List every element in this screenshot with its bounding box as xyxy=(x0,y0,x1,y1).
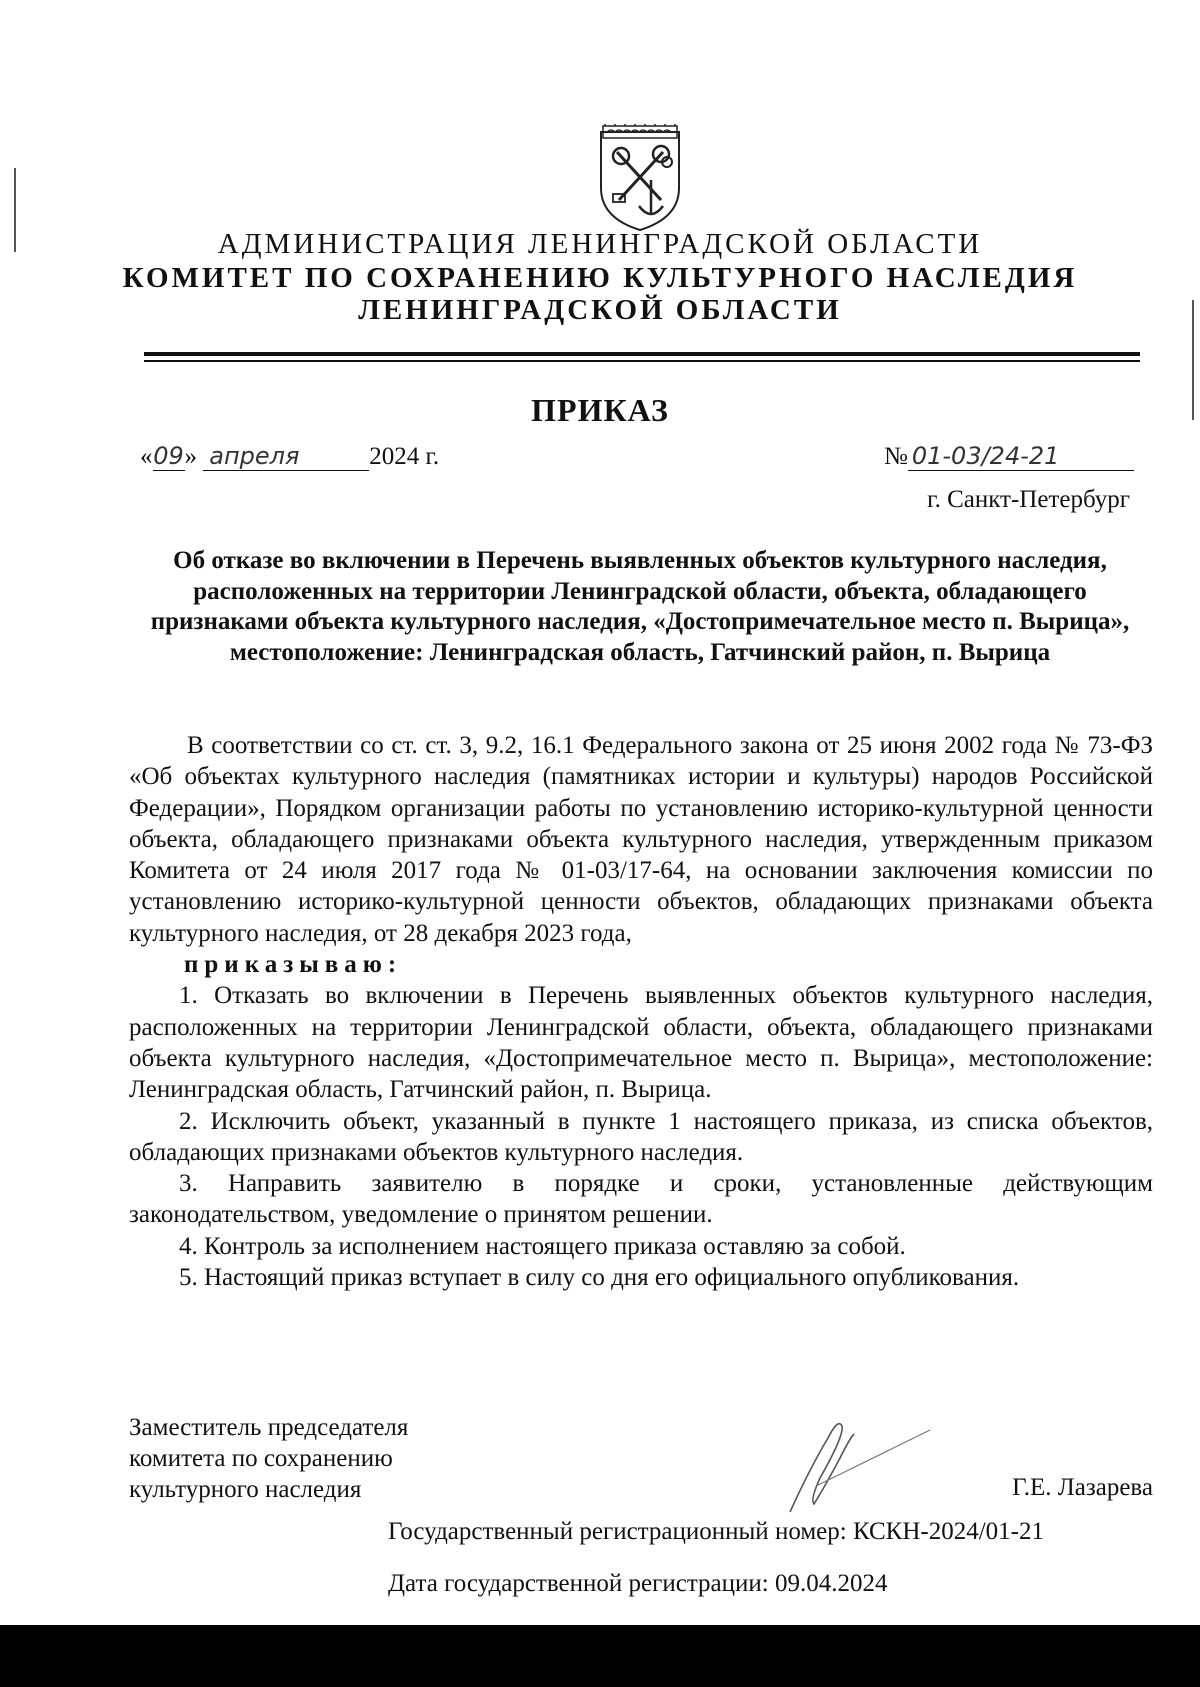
administration-name: АДМИНИСТРАЦИЯ ЛЕНИНГРАДСКОЙ ОБЛАСТИ xyxy=(217,228,983,260)
signer-position-line: Заместитель председателя xyxy=(129,1414,409,1441)
coat-of-arms-icon xyxy=(595,122,685,234)
document-city: г. Санкт-Петербург xyxy=(927,486,1130,513)
signer-position-line: культурного наследия xyxy=(129,1476,362,1503)
order-item-4: 4. Контроль за исполнением настоящего приказа оставляю за собой. xyxy=(179,1232,906,1260)
date-close-quote: » xyxy=(184,443,197,470)
registration-number: Государственный регистрационный номер: КСКН-2024/01-21 xyxy=(388,1518,1045,1545)
document-date xyxy=(140,442,439,471)
header-divider-thin xyxy=(144,360,1140,362)
scan-edge-mark xyxy=(1192,300,1194,420)
order-item-1: 1. Отказать во включении в Перечень выявленных объектов культурного наследия, расположенных на территории Ленинградской области, объекта, обладающего признаками объекта культурного наследия, «Достопримечательное место п. Вырица», местоположение: Ленинградская область, Гатчинский район, п. Вырица. xyxy=(129,982,1153,1104)
document-subject: Об отказе во включении в Перечень выявленных объектов культурного наследия, расположенных на территории Ленинградской области, объекта, обладающего признаками объекта культурного наследия, «Достопримечательное место п. Вырица», местоположение: Ленинградская область, Гатчинский район, п. Вырица xyxy=(150,547,1130,666)
header-divider-thick xyxy=(144,352,1140,356)
number-handwritten: 01-03/24-21 xyxy=(908,442,1134,471)
preamble-paragraph: В соответствии со ст. ст. 3, 9.2, 16.1 Федерального закона от 25 июня 2002 года № 73-ФЗ «Об объектах культурного наследия (памятниках истории и культуры) народов Российской Федерации», Порядком организации работы по установлению историко-культурной ценности объекта, обладающего признаками объекта культурного наследия, утвержденным приказом Комитета от 24 июля 2017 года № 01-03/17-64, на основании заключения комиссии по установлению историко-культурной ценности объектов, обладающих признаками объекта культурного наследия, от 28 декабря 2023 года, xyxy=(129,732,1153,947)
order-item-2: 2. Исключить объект, указанный в пункте 1 настоящего приказа, из списка объектов, обладающих признаками объектов культурного наследия. xyxy=(129,1107,1153,1166)
scan-edge-mark xyxy=(14,168,16,252)
document-body xyxy=(129,730,1153,1293)
date-open-quote: « xyxy=(140,443,153,470)
signer-position xyxy=(129,1412,408,1505)
signer-name: Г.Е. Лазарева xyxy=(1012,1474,1153,1501)
number-sign: № xyxy=(884,443,908,470)
date-month-handwritten: апреля xyxy=(203,442,369,471)
document-number xyxy=(884,442,1134,471)
order-item-3: 3. Направить заявителю в порядке и сроки, установленные действующим законодательством, уведомление о принятом решении. xyxy=(129,1170,1153,1229)
document-title: ПРИКАЗ xyxy=(531,392,669,428)
region-name: ЛЕНИНГРАДСКОЙ ОБЛАСТИ xyxy=(358,294,842,326)
signer-position-line: комитета по сохранению xyxy=(129,1445,393,1472)
order-item-5: 5. Настоящий приказ вступает в силу со дня его официального опубликования. xyxy=(179,1264,1020,1292)
committee-name: КОМИТЕТ ПО СОХРАНЕНИЮ КУЛЬТУРНОГО НАСЛЕДИЯ xyxy=(122,262,1078,294)
date-day-handwritten: 09 xyxy=(153,442,184,470)
date-year: 2024 г. xyxy=(369,443,440,470)
registration-date: Дата государственной регистрации: 09.04.2024 xyxy=(388,1570,888,1597)
scan-bottom-border xyxy=(0,1625,1200,1687)
handwritten-signature xyxy=(780,1408,940,1518)
order-word: приказываю: xyxy=(184,951,403,979)
